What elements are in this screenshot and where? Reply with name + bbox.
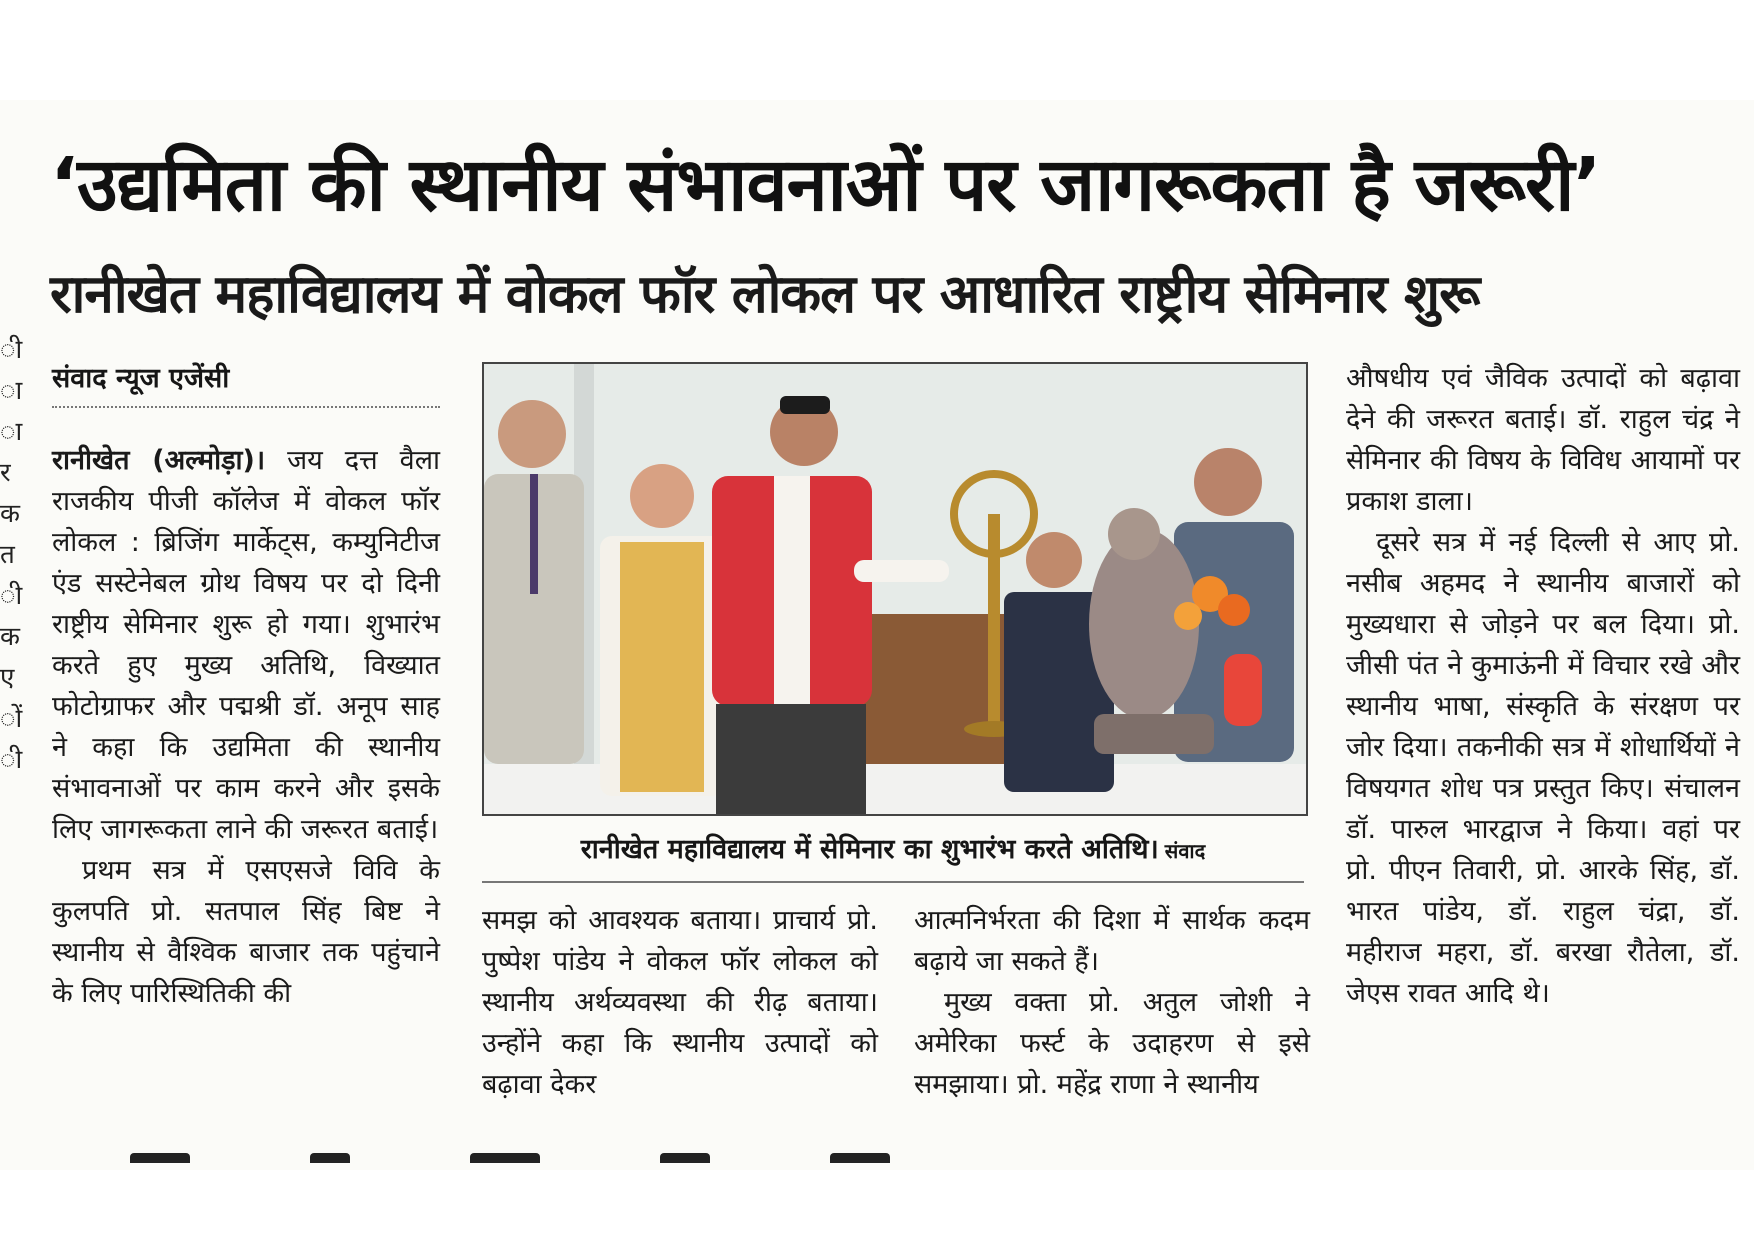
adjacent-column-fragment: ी ा ा र क त ी क ए ों ी [0, 335, 23, 775]
article-column-4 [1346, 358, 1740, 1014]
paragraph: प्रथम सत्र में एसएसजे विवि के कुलपति प्रो. सतपाल सिंह बिष्ट ने स्थानीय से वैश्विक बाजार तक पहुंचाने के लिए पारिस्थितिकी की [52, 855, 440, 1009]
article-column-2 [482, 900, 878, 1105]
paragraph: मुख्य वक्ता प्रो. अतुल जोशी ने अमेरिका फर्स्ट के उदाहरण से इसे समझाया। प्रो. महेंद्र राणा ने स्थानीय [914, 987, 1310, 1100]
newspaper-clipping [0, 100, 1754, 1170]
dateline: रानीखेत (अल्मोड़ा)। [52, 445, 266, 476]
photo-caption [482, 830, 1304, 883]
article-column-1 [52, 440, 440, 1014]
cropped-next-headline [130, 1148, 1130, 1158]
paragraph: समझ को आवश्यक बताया। प्राचार्य प्रो. पुष्पेश पांडेय ने वोकल फॉर लोकल को स्थानीय अर्थव्यवस्था की रीढ़ बताया। उन्होंने कहा कि स्थानीय उत्पादों को बढ़ावा देकर [482, 905, 878, 1100]
headline: ‘उद्यमिता की स्थानीय संभावनाओं पर जागरूकता है जरूरी’ [50, 142, 1601, 228]
paragraph: दूसरे सत्र में नई दिल्ली से आए प्रो. नसीब अहमद ने स्थानीय बाजारों को मुख्यधारा से जोड़ने पर बल दिया। प्रो. जीसी पंत ने कुमाऊंनी में विचार रखे और स्थानीय भाषा, संस्कृति के संरक्षण पर जोर दिया। तकनीकी सत्र में शोधार्थियों ने विषयगत शोध पत्र प्रस्तुत किए। संचालन डॉ. पारुल भारद्वाज ने किया। वहां पर प्रो. पीएन तिवारी, प्रो. आरके सिंह, डॉ. भारत पांडेय, डॉ. राहुल चंद्रा, डॉ. महीराज महरा, डॉ. बरखा रौतेला, डॉ. जेएस रावत आदि थे। [1346, 527, 1740, 1009]
byline: संवाद न्यूज एजेंसी [52, 358, 440, 408]
caption-credit: संवाद [1164, 839, 1206, 863]
caption-text: रानीखेत महाविद्यालय में सेमिनार का शुभारंभ करते अतिथि। [580, 834, 1159, 865]
subheadline: रानीखेत महाविद्यालय में वोकल फॉर लोकल पर आधारित राष्ट्रीय सेमिनार शुरू [50, 264, 1480, 325]
paragraph: जय दत्त वैला राजकीय पीजी कॉलेज में वोकल फॉर लोकल : ब्रिजिंग मार्केट्स, कम्युनिटीज एंड सस्टेनेबल ग्रोथ विषय पर दो दिनी राष्ट्रीय सेमिनार शुरू हो गया। शुभारंभ करते हुए मुख्य अतिथि, विख्यात फोटोग्राफर और पद्मश्री डॉ. अनूप साह ने कहा कि उद्यमिता की स्थानीय संभावनाओं पर काम करने और इसके लिए जागरूकता लाने की जरूरत बताई। [52, 445, 440, 845]
lamp-lighting-photo [484, 364, 1306, 814]
paragraph: आत्मनिर्भरता की दिशा में सार्थक कदम बढ़ाये जा सकते हैं। [914, 905, 1310, 977]
paragraph: औषधीय एवं जैविक उत्पादों को बढ़ावा देने की जरूरत बताई। डॉ. राहुल चंद्र ने सेमिनार की विषय के विविध आयामों पर प्रकाश डाला। [1346, 363, 1740, 517]
news-photo [482, 362, 1308, 816]
article-column-3 [914, 900, 1310, 1105]
